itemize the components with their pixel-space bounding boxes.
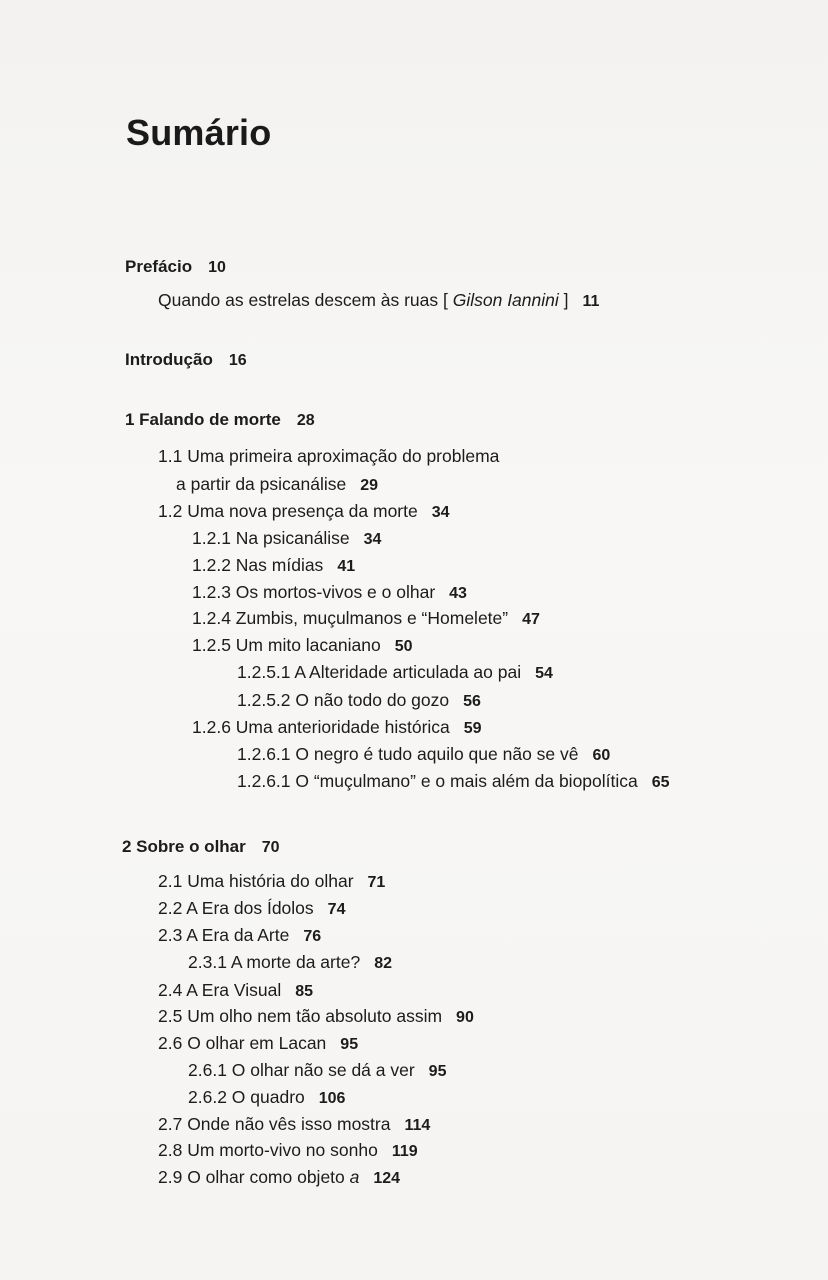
toc-bracket: ] (558, 290, 569, 310)
toc-entry-1-2-4 (192, 606, 540, 632)
toc-page-number: 95 (340, 1036, 359, 1053)
toc-page-number: 90 (456, 1009, 474, 1026)
toc-entry-1-2-5-2 (237, 688, 481, 714)
toc-entry-2-1 (158, 869, 385, 895)
toc-page-number: 59 (463, 720, 482, 737)
toc-page-number: 106 (318, 1090, 346, 1107)
toc-page-number: 11 (582, 293, 600, 310)
toc-label: Introdução (125, 350, 213, 369)
toc-label: 1.1 Uma primeira aproximação do problema (158, 446, 500, 466)
toc-entry-1-1-line2 (176, 472, 378, 498)
toc-label: 1.2.5 Um mito lacaniano (192, 635, 381, 655)
toc-page-number: 60 (592, 747, 611, 764)
toc-label: Quando as estrelas descem às ruas [ (158, 290, 453, 310)
toc-page-number: 65 (651, 774, 670, 791)
toc-label: 2.8 Um morto-vivo no sonho (158, 1140, 378, 1160)
toc-label: 2.9 O olhar como objeto (158, 1167, 350, 1187)
toc-page-number: 54 (535, 665, 553, 682)
page-title: Sumário (126, 112, 272, 153)
toc-label: 1.2.6.1 O “muçulmano” e o mais além da biopolítica (237, 771, 638, 791)
toc-label: 1.2.5.2 O não todo do gozo (237, 690, 450, 710)
toc-label: a partir da psicanálise (176, 474, 347, 494)
toc-entry-2-8 (158, 1138, 418, 1164)
toc-entry-2-5 (158, 1004, 474, 1030)
toc-label: Prefácio (125, 257, 193, 276)
toc-entry-1-2-6-1b (237, 769, 670, 795)
toc-label: 1.2.4 Zumbis, muçulmanos e “Homelete” (192, 608, 509, 628)
toc-label-italic: a (349, 1167, 360, 1187)
toc-author: Gilson Iannini (452, 290, 559, 310)
toc-label: 2.5 Um olho nem tão absoluto assim (158, 1006, 443, 1026)
toc-page-number: 119 (391, 1143, 418, 1160)
toc-page-number: 124 (373, 1170, 401, 1187)
toc-page-number: 16 (228, 352, 247, 369)
toc-label: 2 Sobre o olhar (122, 837, 246, 856)
toc-label: 1.2.6 Uma anterioridade histórica (192, 717, 450, 737)
toc-entry-1-2 (158, 499, 450, 525)
toc-page-number: 85 (295, 983, 314, 1000)
toc-label: 2.3.1 A morte da arte? (188, 952, 361, 972)
toc-label: 1 Falando de morte (125, 410, 281, 429)
toc-page-number: 82 (374, 955, 392, 972)
toc-entry-chapter-2 (122, 835, 280, 860)
toc-label: 2.4 A Era Visual (158, 980, 282, 1000)
toc-label: 1.2.1 Na psicanálise (192, 528, 350, 548)
toc-entry-chapter-1 (125, 408, 315, 433)
toc-entry-2-6-2 (188, 1085, 345, 1111)
toc-label: 2.1 Uma história do olhar (158, 871, 354, 891)
toc-page-number: 56 (463, 693, 481, 710)
toc-label: 2.6.2 O quadro (188, 1087, 305, 1107)
toc-entry-1-2-5-1 (237, 660, 553, 686)
toc-page-number: 50 (394, 638, 413, 655)
toc-page-number: 76 (303, 928, 322, 945)
toc-entry-2-6-1 (188, 1058, 446, 1084)
toc-label: 1.2 Uma nova presença da morte (158, 501, 418, 521)
toc-entry-1-1-line1 (158, 444, 499, 468)
toc-entry-prefacio (125, 255, 226, 280)
toc-page-number: 114 (404, 1117, 431, 1134)
toc-page-number: 43 (449, 585, 467, 602)
toc-entry-2-3 (158, 923, 321, 949)
toc-page-number: 70 (261, 839, 280, 856)
toc-label: 1.2.3 Os mortos-vivos e o olhar (192, 582, 436, 602)
toc-page-number: 74 (327, 901, 346, 918)
toc-page-number: 29 (360, 477, 379, 494)
toc-page-number: 95 (428, 1063, 447, 1080)
toc-page-number: 34 (363, 531, 382, 548)
toc-label: 2.6.1 O olhar não se dá a ver (188, 1060, 415, 1080)
toc-label: 2.7 Onde não vês isso mostra (158, 1114, 391, 1134)
toc-entry-1-2-6 (192, 715, 482, 741)
toc-entry-1-2-3 (192, 580, 467, 606)
toc-label: 1.2.2 Nas mídias (192, 555, 324, 575)
toc-page-number: 41 (337, 558, 356, 575)
toc-entry-2-7 (158, 1112, 430, 1138)
toc-entry-2-2 (158, 896, 345, 922)
toc-label: 2.6 O olhar em Lacan (158, 1033, 327, 1053)
toc-page-number: 10 (208, 259, 226, 276)
toc-entry-1-2-1 (192, 526, 381, 552)
toc-page-number: 34 (431, 504, 450, 521)
toc-entry-2-9 (158, 1165, 400, 1191)
toc-entry-2-6 (158, 1031, 358, 1057)
toc-entry-1-2-2 (192, 553, 355, 579)
toc-label: 2.3 A Era da Arte (158, 925, 290, 945)
toc-entry-1-2-6-1a (237, 742, 610, 768)
toc-label: 1.2.5.1 A Alteridade articulada ao pai (237, 662, 522, 682)
toc-entry-introducao (125, 348, 247, 373)
toc-label: 1.2.6.1 O negro é tudo aquilo que não se vê (237, 744, 579, 764)
toc-entry-2-4 (158, 978, 313, 1004)
toc-label: 2.2 A Era dos Ídolos (158, 898, 314, 918)
toc-entry-2-3-1 (188, 950, 392, 976)
toc-entry-1-2-5 (192, 633, 413, 659)
toc-entry-prefacio-sub (158, 288, 599, 314)
toc-page-number: 71 (367, 874, 386, 891)
toc-page-number: 28 (296, 412, 315, 429)
toc-page-number: 47 (522, 611, 540, 628)
